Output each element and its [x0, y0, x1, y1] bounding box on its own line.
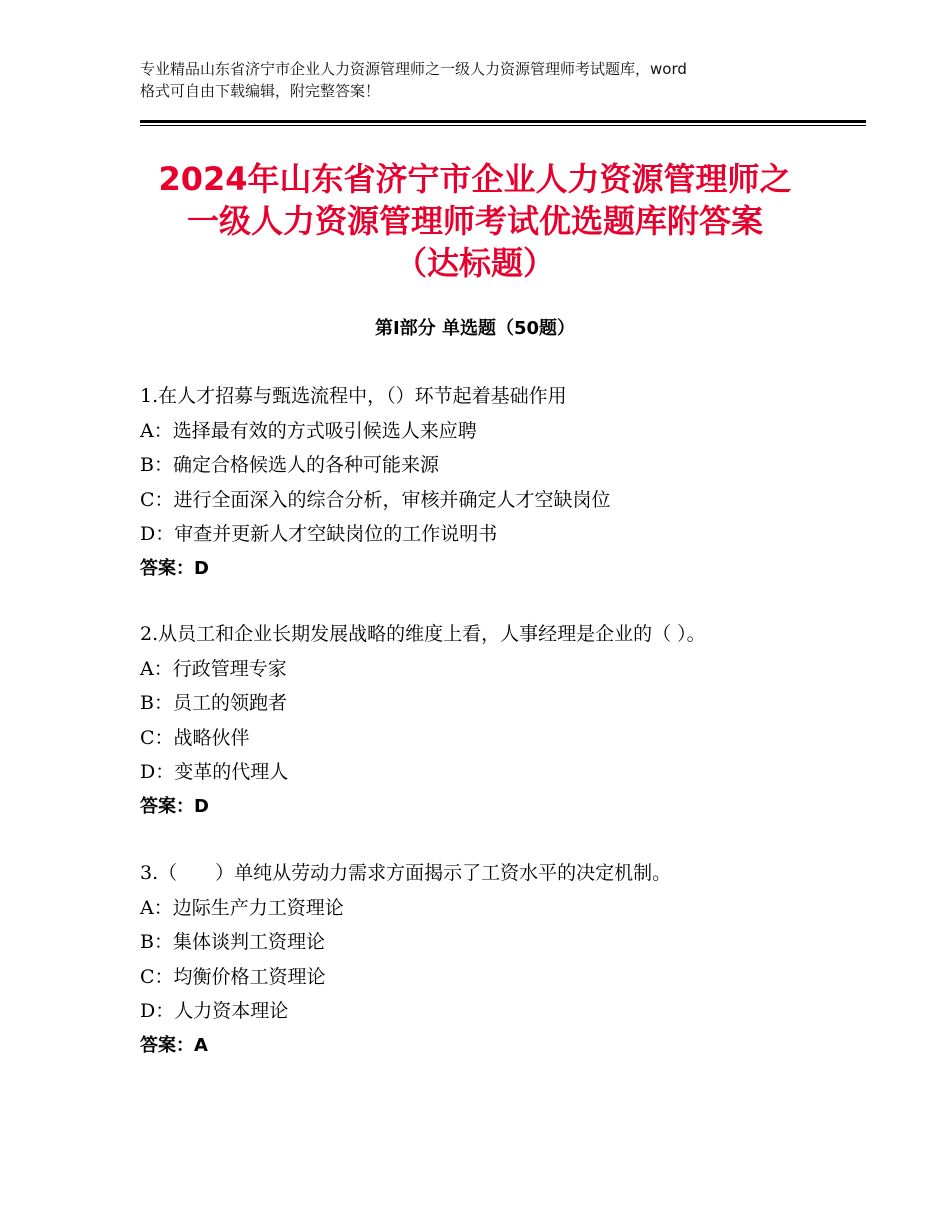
option-d: D：人力资本理论: [140, 1000, 289, 1022]
question-block: [140, 617, 860, 824]
question-stem: 3.（ ）单纯从劳动力需求方面揭示了工资水平的决定机制。: [140, 862, 672, 884]
header-divider-thin: [140, 125, 866, 126]
option-b: B：集体谈判工资理论: [140, 931, 325, 953]
answer-line: 答案：D: [140, 557, 209, 579]
option-b: B：员工的领跑者: [140, 692, 287, 714]
title-line: 一级人力资源管理师考试优选题库附答案: [186, 202, 763, 240]
option-d: D：审查并更新人才空缺岗位的工作说明书: [140, 523, 498, 545]
question-stem: 1.在人才招募与甄选流程中，（）环节起着基础作用: [140, 385, 567, 407]
option-a: A：选择最有效的方式吸引候选人来应聘: [140, 419, 477, 442]
section-heading: 第Ⅰ部分 单选题（50题）: [374, 318, 575, 339]
option-c: C：均衡价格工资理论: [140, 965, 326, 988]
title-line: （达标题）: [394, 244, 555, 282]
header-note: [140, 58, 830, 102]
answer-line: 答案：A: [140, 1034, 208, 1056]
option-a: A：边际生产力工资理论: [140, 896, 344, 919]
option-a: A：行政管理专家: [140, 657, 287, 680]
question-block: [140, 856, 860, 1063]
option-c: C：进行全面深入的综合分析，审核并确定人才空缺岗位: [140, 488, 611, 511]
title-line: 2024年山东省济宁市企业人力资源管理师之: [158, 160, 792, 198]
document-title: [100, 158, 850, 284]
header-note-line: 专业精品山东省济宁市企业人力资源管理师之一级人力资源管理师考试题库，word: [140, 60, 687, 78]
option-d: D：变革的代理人: [140, 761, 289, 783]
option-b: B：确定合格候选人的各种可能来源: [140, 454, 439, 476]
option-c: C：战略伙伴: [140, 726, 250, 749]
header-divider-thick: [140, 120, 866, 123]
header-note-line: 格式可自由下载编辑，附完整答案！: [140, 82, 381, 100]
question-stem: 2.从员工和企业长期发展战略的维度上看，人事经理是企业的（ ）。: [140, 623, 706, 645]
question-block: [140, 379, 860, 586]
answer-line: 答案：D: [140, 795, 209, 817]
